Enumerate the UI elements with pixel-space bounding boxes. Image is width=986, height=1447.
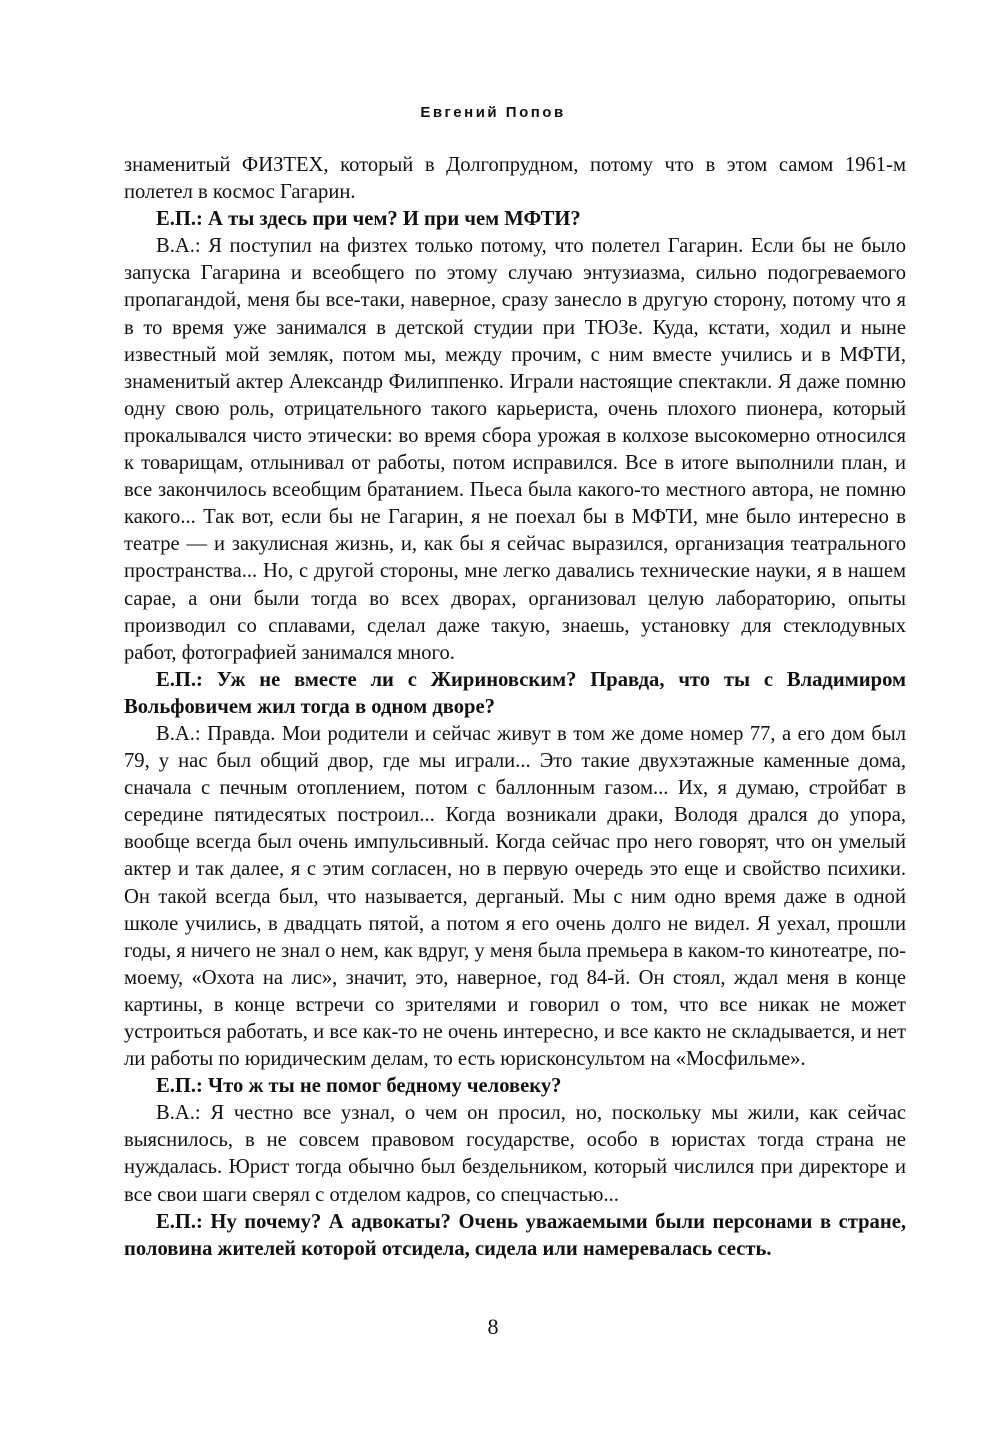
- interviewer-question: Е.П.: А ты здесь при чем? И при чем МФТИ?: [156, 208, 581, 231]
- main-text: [124, 152, 906, 1263]
- paragraph-continued: знаменитый ФИЗТЕХ, который в Долгопрудном, потому что в этом самом 1961-м полетел в космос Гагарин.: [124, 154, 906, 204]
- interviewer-question: Е.П.: Уж не вместе ли с Жириновским? Правда, что ты с Владимиром Вольфовичем жил тогда в одном дворе?: [124, 668, 906, 718]
- interviewer-question: Е.П.: Что ж ты не помог бедному человеку?: [156, 1075, 562, 1098]
- interviewee-answer: В.А.: Правда. Мои родители и сейчас живут в том же доме номер 77, а его дом был 79, у нас был общий двор, где мы играли... Это такие двухэтажные каменные дома, сначала с печным отоплением, потом с баллонным газом... Их, я думаю, стройбат в середине пятидесятых построил... Когда возникали драки, Володя дрался до упора, вообще всегда был очень импульсивный. Когда сейчас про него говорят, что он умелый актер и так далее, я с этим согласен, но в первую очередь это еще и свойство психики. Он такой всегда был, что называется, дерганый. Мы с ним одно время даже в одной школе учились, в двадцать пятой, а потом я его очень долго не видел. Я уехал, прошли годы, я ничего не знал о нем, как вдруг, у меня была премьера в каком-то кинотеатре, по-моему, «Охота на лис», значит, это, наверное, год 84-й. Он стоял, ждал меня в конце картины, в конце встречи со зрителями и говорил о том, что все никак не может устроиться работать, и все как-то не очень интересно, и все както не складывается, и нет ли работы по юридическим делам, то есть юрисконсультом на «Мосфильме».: [124, 722, 906, 1071]
- interviewee-answer: В.А.: Я честно все узнал, о чем он просил, но, поскольку мы жили, как сейчас выяснилось, в не совсем правовом государстве, особо в юристах тогда страна не нуждалась. Юрист тогда обычно был бездельником, который числился при директоре и все свои шаги сверял с отделом кадров, со спецчастью...: [124, 1102, 906, 1206]
- interviewer-question: Е.П.: Ну почему? А адвокаты? Очень уважаемыми были персонами в стране, половина жителей которой отсидела, сидела или намеревалась сесть.: [124, 1210, 906, 1260]
- running-header: Евгений Попов: [420, 104, 566, 121]
- interviewee-answer: В.А.: Я поступил на физтех только потому, что полетел Гагарин. Если бы не было запуска Гагарина и всеобщего по этому случаю энтузиазма, сильно подогреваемого пропагандой, меня бы все-таки, наверное, сразу занесло в другую сторону, потому что я в то время уже занимался в детской студии при ТЮЗе. Куда, кстати, ходил и ныне известный мой земляк, потом мы, между прочим, с ним вместе учились и в МФТИ, знаменитый актер Александр Филиппенко. Играли настоящие спектакли. Я даже помню одну свою роль, отрицательного такого карьериста, очень плохого пионера, который прокалывался чисто этически: во время сбора урожая в колхозе высокомерно относился к товарищам, отлынивал от работы, потом исправился. Все в итоге выполнили план, и все закончилось всеобщим братанием. Пьеса была какого-то местного автора, не помню какого... Так вот, если бы не Гагарин, я не поехал бы в МФТИ, мне было интересно в театре — и закулисная жизнь, и, как бы я сейчас выразился, организация театрального пространства... Но, с другой стороны, мне легко давались технические науки, я в нашем сарае, а они были тогда во всех дворах, организовал целую лабораторию, опыты производил со сплавами, сделал даже такую, знаешь, установку для стеклодувных работ, фотографией занимался много.: [124, 235, 906, 664]
- page-number: 8: [487, 1314, 499, 1339]
